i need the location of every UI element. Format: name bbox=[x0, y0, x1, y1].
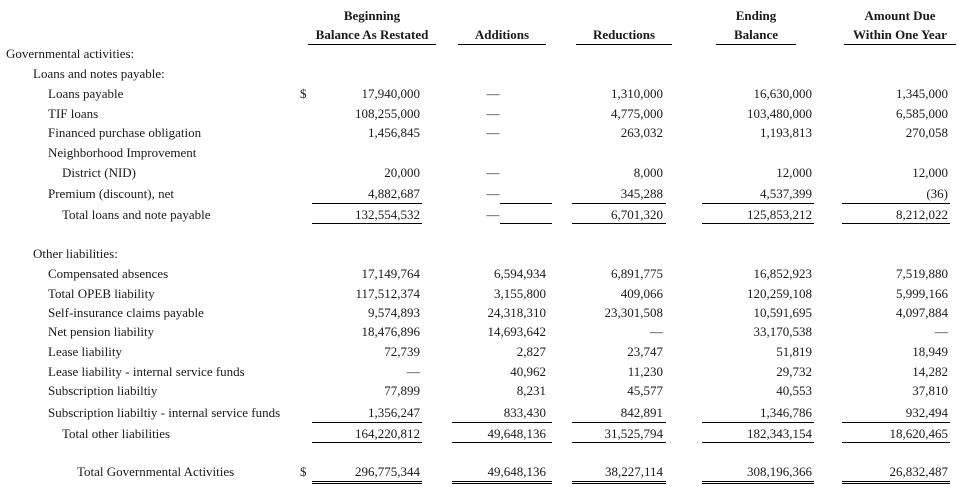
cell-beginning: 9,574,893 bbox=[368, 305, 420, 320]
cell-due: 932,494 bbox=[905, 405, 948, 420]
cell-beginning: — bbox=[407, 364, 420, 379]
row-label: Self-insurance claims payable bbox=[48, 305, 204, 320]
cell-reductions: 11,230 bbox=[627, 364, 663, 379]
cell-beginning: 1,456,845 bbox=[368, 125, 420, 140]
cell-due: 1,345,000 bbox=[896, 86, 948, 101]
cell-additions: — bbox=[486, 186, 500, 201]
cell-additions: 8,231 bbox=[516, 383, 546, 398]
cell-additions: 2,827 bbox=[516, 344, 546, 359]
cell-additions: — bbox=[486, 125, 500, 140]
cell-reductions: 842,891 bbox=[620, 405, 663, 420]
row-label: Financed purchase obligation bbox=[48, 125, 202, 140]
cell-ending: 51,819 bbox=[776, 344, 812, 359]
row-label: Net pension liability bbox=[48, 324, 155, 339]
table-row bbox=[0, 322, 966, 341]
cell-beginning: 20,000 bbox=[384, 165, 420, 180]
subtotal-rule bbox=[702, 203, 814, 204]
cell-due: 4,097,884 bbox=[896, 305, 948, 320]
cell-additions: 14,693,642 bbox=[487, 324, 546, 339]
cell-ending: 33,170,538 bbox=[753, 324, 812, 339]
table-row bbox=[0, 342, 966, 361]
cell-additions: 833,430 bbox=[503, 405, 546, 420]
cell-additions: — bbox=[486, 106, 500, 121]
row-label: Premium (discount), net bbox=[48, 186, 175, 201]
cell-reductions: 31,525,794 bbox=[604, 426, 663, 441]
cell-ending: 1,193,813 bbox=[760, 125, 812, 140]
header-ending bbox=[716, 6, 796, 45]
grand-total-double-rule bbox=[702, 481, 814, 484]
table-row bbox=[0, 264, 966, 283]
table-row-label-line1: Neighborhood Improvement bbox=[48, 145, 197, 160]
header-ending-line1: Ending bbox=[735, 8, 777, 23]
currency-symbol: $ bbox=[300, 464, 307, 479]
row-label: Lease liability - internal service funds bbox=[48, 364, 245, 379]
table-row bbox=[0, 84, 966, 103]
cell-reductions: 6,701,320 bbox=[611, 207, 663, 222]
cell-additions: 49,648,136 bbox=[487, 426, 546, 441]
cell-due: 7,519,880 bbox=[896, 266, 948, 281]
cell-due: 8,212,022 bbox=[896, 207, 948, 222]
section-governmental-activities: Governmental activities: bbox=[6, 46, 135, 61]
header-additions-label: Additions bbox=[458, 25, 546, 45]
subtotal-rule bbox=[572, 203, 666, 204]
cell-due: 37,810 bbox=[912, 383, 948, 398]
grand-total-double-rule bbox=[842, 481, 950, 484]
subtotal-rule bbox=[702, 422, 814, 423]
cell-due: 14,282 bbox=[912, 364, 948, 379]
total-rule bbox=[702, 223, 814, 224]
cell-additions: 3,155,800 bbox=[494, 286, 546, 301]
cell-additions: — bbox=[486, 86, 500, 101]
table-row-total bbox=[0, 424, 966, 443]
total-rule bbox=[312, 223, 422, 224]
cell-ending: 103,480,000 bbox=[747, 106, 812, 121]
row-label: Compensated absences bbox=[48, 266, 169, 281]
total-rule bbox=[702, 442, 814, 443]
table-row bbox=[0, 284, 966, 303]
cell-beginning: 296,775,344 bbox=[355, 464, 420, 479]
grand-total-double-rule bbox=[452, 481, 552, 484]
table-row bbox=[0, 403, 966, 422]
total-rule bbox=[500, 223, 552, 224]
cell-reductions: 8,000 bbox=[633, 165, 663, 180]
header-reductions-label: Reductions bbox=[576, 25, 672, 45]
total-rule bbox=[842, 442, 950, 443]
cell-ending: 1,346,786 bbox=[760, 405, 812, 420]
cell-beginning: 108,255,000 bbox=[355, 106, 420, 121]
header-amount-due-line1: Amount Due bbox=[864, 8, 936, 23]
cell-beginning: 4,882,687 bbox=[368, 186, 420, 201]
header-ending-line2: Balance bbox=[716, 25, 796, 45]
cell-reductions: 38,227,114 bbox=[604, 464, 663, 479]
cell-reductions: 6,891,775 bbox=[611, 266, 663, 281]
table-row bbox=[0, 123, 966, 142]
cell-additions: 49,648,136 bbox=[487, 464, 546, 479]
section-loans-and-notes: Loans and notes payable: bbox=[33, 66, 165, 81]
header-additions bbox=[458, 25, 546, 45]
cell-beginning: 77,899 bbox=[384, 383, 420, 398]
cell-additions: — bbox=[486, 165, 500, 180]
table-row-total bbox=[0, 205, 966, 224]
cell-additions: 6,594,934 bbox=[494, 266, 546, 281]
cell-additions: — bbox=[486, 207, 500, 222]
subtotal-rule bbox=[452, 422, 552, 423]
cell-ending: 308,196,366 bbox=[747, 464, 812, 479]
table-row bbox=[0, 104, 966, 123]
row-label: Subscription liabiltiy bbox=[48, 383, 158, 398]
table-row bbox=[0, 184, 966, 203]
cell-beginning: 164,220,812 bbox=[355, 426, 420, 441]
row-label: District (NID) bbox=[62, 165, 137, 180]
row-label: Total other liabilities bbox=[62, 426, 171, 441]
total-rule bbox=[572, 223, 666, 224]
cell-reductions: — bbox=[650, 324, 663, 339]
subtotal-rule bbox=[312, 203, 422, 204]
total-rule bbox=[452, 442, 552, 443]
cell-due: 18,620,465 bbox=[889, 426, 948, 441]
cell-reductions: 1,310,000 bbox=[611, 86, 663, 101]
cell-ending: 120,259,108 bbox=[747, 286, 812, 301]
cell-reductions: 345,288 bbox=[620, 186, 663, 201]
cell-due: 270,058 bbox=[905, 125, 948, 140]
cell-ending: 29,732 bbox=[776, 364, 812, 379]
cell-ending: 4,537,399 bbox=[760, 186, 812, 201]
cell-ending: 16,852,923 bbox=[753, 266, 812, 281]
grand-total-double-rule bbox=[572, 481, 666, 484]
table-row bbox=[0, 381, 966, 400]
cell-beginning: 72,739 bbox=[384, 344, 420, 359]
total-rule bbox=[312, 442, 422, 443]
cell-reductions: 4,775,000 bbox=[611, 106, 663, 121]
cell-due: 18,949 bbox=[912, 344, 948, 359]
subtotal-rule bbox=[842, 422, 950, 423]
subtotal-rule bbox=[572, 422, 666, 423]
currency-symbol: $ bbox=[300, 86, 307, 101]
cell-ending: 182,343,154 bbox=[747, 426, 812, 441]
cell-reductions: 23,301,508 bbox=[604, 305, 663, 320]
header-beginning-line1: Beginning bbox=[343, 8, 401, 23]
row-label: Total Governmental Activities bbox=[77, 464, 235, 479]
row-label: Loans payable bbox=[48, 86, 124, 101]
cell-beginning: 17,940,000 bbox=[361, 86, 420, 101]
cell-ending: 16,630,000 bbox=[753, 86, 812, 101]
cell-beginning: 18,476,896 bbox=[361, 324, 420, 339]
table-row bbox=[0, 303, 966, 322]
cell-beginning: 1,356,247 bbox=[368, 405, 420, 420]
cell-ending: 12,000 bbox=[776, 165, 812, 180]
row-label: Lease liability bbox=[48, 344, 123, 359]
cell-due: (36) bbox=[926, 186, 948, 201]
cell-due: 12,000 bbox=[912, 165, 948, 180]
total-rule bbox=[572, 442, 666, 443]
header-beginning-line2: Balance As Restated bbox=[308, 25, 436, 45]
cell-due: 6,585,000 bbox=[896, 106, 948, 121]
header-amount-due bbox=[844, 6, 956, 45]
row-label: Total OPEB liability bbox=[48, 286, 155, 301]
grand-total-double-rule bbox=[312, 481, 422, 484]
table-row bbox=[0, 163, 966, 182]
table-row bbox=[0, 362, 966, 381]
total-rule bbox=[842, 223, 950, 224]
cell-ending: 40,553 bbox=[776, 383, 812, 398]
row-label: Total loans and note payable bbox=[62, 207, 211, 222]
cell-additions: 40,962 bbox=[510, 364, 546, 379]
cell-reductions: 45,577 bbox=[627, 383, 663, 398]
section-other-liabilities: Other liabilities: bbox=[33, 246, 118, 261]
cell-due: 26,832,487 bbox=[889, 464, 948, 479]
cell-reductions: 263,032 bbox=[620, 125, 663, 140]
cell-beginning: 17,149,764 bbox=[361, 266, 420, 281]
row-label: Subscription liabiltiy - internal service funds bbox=[48, 405, 281, 420]
cell-beginning: 117,512,374 bbox=[355, 286, 420, 301]
cell-ending: 10,591,695 bbox=[753, 305, 812, 320]
header-beginning bbox=[308, 6, 436, 45]
cell-reductions: 23,747 bbox=[627, 344, 663, 359]
header-reductions bbox=[576, 25, 672, 45]
header-amount-due-line2: Within One Year bbox=[844, 25, 956, 45]
cell-ending: 125,853,212 bbox=[747, 207, 812, 222]
cell-reductions: 409,066 bbox=[620, 286, 663, 301]
subtotal-rule bbox=[500, 203, 552, 204]
subtotal-rule bbox=[312, 422, 422, 423]
cell-due: — bbox=[935, 324, 948, 339]
table-row-grand-total bbox=[0, 462, 966, 481]
subtotal-rule bbox=[842, 203, 950, 204]
row-label: TIF loans bbox=[48, 106, 99, 121]
cell-additions: 24,318,310 bbox=[487, 305, 546, 320]
cell-due: 5,999,166 bbox=[896, 286, 948, 301]
cell-beginning: 132,554,532 bbox=[355, 207, 420, 222]
